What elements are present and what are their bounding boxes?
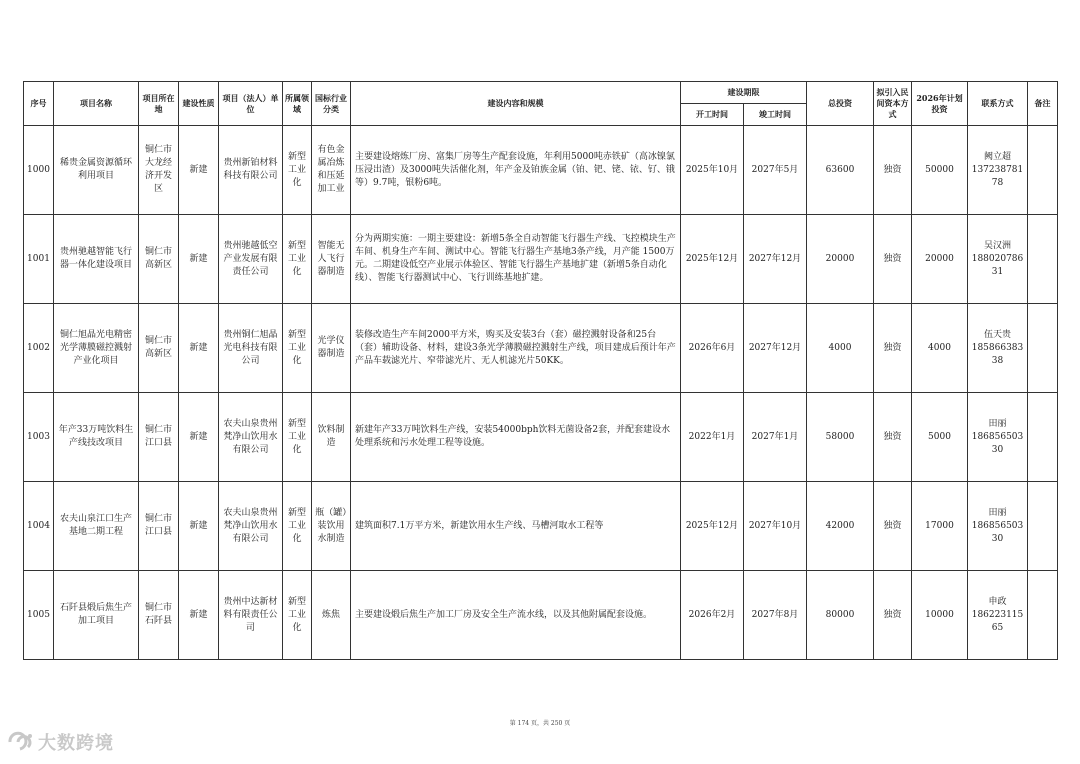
cell-capital: 独资 xyxy=(874,571,912,660)
cell-nature: 新建 xyxy=(179,482,219,571)
contact-phone: 18802078631 xyxy=(971,253,1024,277)
contact-name: 阙立超 xyxy=(983,151,1011,162)
contact-phone: 18685650330 xyxy=(971,431,1024,455)
cell-start: 2025年12月 xyxy=(681,482,744,571)
cell-seq: 1002 xyxy=(24,304,54,393)
cell-end: 2027年1月 xyxy=(744,393,807,482)
table-row xyxy=(24,393,1058,482)
cell-investment: 63600 xyxy=(807,126,874,215)
cell-name: 农夫山泉江口生产基地二期工程 xyxy=(54,482,139,571)
cell-end: 2027年12月 xyxy=(744,215,807,304)
cell-start: 2025年12月 xyxy=(681,215,744,304)
header-name: 项目名称 xyxy=(54,82,139,126)
cell-start: 2022年1月 xyxy=(681,393,744,482)
table-row xyxy=(24,304,1058,393)
cell-location: 铜仁市高新区 xyxy=(139,215,179,304)
cell-content: 主要建设煅后焦生产加工厂房及安全生产流水线，以及其他附属配套设施。 xyxy=(351,571,681,660)
cell-start: 2025年10月 xyxy=(681,126,744,215)
cell-remark xyxy=(1028,304,1058,393)
cell-start: 2026年6月 xyxy=(681,304,744,393)
cell-plan2026: 10000 xyxy=(912,571,968,660)
cell-plan2026: 20000 xyxy=(912,215,968,304)
cell-industry: 饮料制造 xyxy=(312,393,351,482)
cell-plan2026: 4000 xyxy=(912,304,968,393)
contact-name: 伍天贵 xyxy=(983,329,1011,340)
watermark-text: 大数跨境 xyxy=(38,733,114,754)
table-row xyxy=(24,482,1058,571)
header-end: 竣工时间 xyxy=(744,104,807,126)
contact-name: 申政 xyxy=(988,596,1007,607)
cell-location: 铜仁市江口县 xyxy=(139,393,179,482)
cell-remark xyxy=(1028,482,1058,571)
cell-plan2026: 17000 xyxy=(912,482,968,571)
header-company: 项目（法人）单位 xyxy=(219,82,283,126)
cell-field: 新型工业化 xyxy=(283,393,312,482)
contact-phone: 18586638338 xyxy=(971,342,1024,366)
cell-industry: 瓶（罐）装饮用水制造 xyxy=(312,482,351,571)
cell-content: 装修改造生产车间2000平方米，购买及安装3台（套）磁控溅射设备和25台（套）辅助设备、材料，建设3条光学薄膜磁控溅射生产线，项目建成后预计年产产品车载滤光片、窄带滤光片、无人机滤光片50KK。 xyxy=(351,304,681,393)
cell-end: 2027年5月 xyxy=(744,126,807,215)
cell-seq: 1004 xyxy=(24,482,54,571)
cell-field: 新型工业化 xyxy=(283,126,312,215)
cell-field: 新型工业化 xyxy=(283,215,312,304)
cell-remark xyxy=(1028,393,1058,482)
contact-phone: 18622311565 xyxy=(971,609,1024,633)
table-row xyxy=(24,126,1058,215)
contact-name: 田丽 xyxy=(988,507,1007,518)
cell-content: 分为两期实施：一期主要建设：新增5条全自动智能飞行器生产线、飞控模块生产车间、机身生产车间、测试中心。智能飞行器生产基地3条产线，月产能 1500万元。二期建设低空产业展示体验区、智能飞行器生产基地扩建（新增5条自动化线）、智能飞行器测试中心、飞行训练基地扩建。 xyxy=(351,215,681,304)
header-start: 开工时间 xyxy=(681,104,744,126)
cell-investment: 4000 xyxy=(807,304,874,393)
cell-location: 铜仁市高新区 xyxy=(139,304,179,393)
cell-end: 2027年10月 xyxy=(744,482,807,571)
cell-field: 新型工业化 xyxy=(283,482,312,571)
cell-company: 贵州中达新材料有限责任公司 xyxy=(219,571,283,660)
header-nature: 建设性质 xyxy=(179,82,219,126)
cell-start: 2026年2月 xyxy=(681,571,744,660)
cell-company: 农夫山泉贵州梵净山饮用水有限公司 xyxy=(219,393,283,482)
header-location: 项目所在地 xyxy=(139,82,179,126)
cell-industry: 光学仪器制造 xyxy=(312,304,351,393)
header-industry: 国标行业分类 xyxy=(312,82,351,126)
watermark-logo-icon xyxy=(6,730,34,754)
cell-nature: 新建 xyxy=(179,304,219,393)
cell-investment: 42000 xyxy=(807,482,874,571)
cell-investment: 80000 xyxy=(807,571,874,660)
cell-seq: 1000 xyxy=(24,126,54,215)
contact-phone: 18685650330 xyxy=(971,520,1024,544)
cell-location: 铜仁市大龙经济开发区 xyxy=(139,126,179,215)
cell-nature: 新建 xyxy=(179,215,219,304)
cell-industry: 智能无人飞行器制造 xyxy=(312,215,351,304)
cell-capital: 独资 xyxy=(874,215,912,304)
cell-plan2026: 5000 xyxy=(912,393,968,482)
cell-capital: 独资 xyxy=(874,482,912,571)
cell-contact xyxy=(968,126,1028,215)
cell-name: 贵州驰越智能飞行器一体化建设项目 xyxy=(54,215,139,304)
cell-remark xyxy=(1028,571,1058,660)
cell-capital: 独资 xyxy=(874,304,912,393)
contact-name: 田丽 xyxy=(988,418,1007,429)
header-content: 建设内容和规模 xyxy=(351,82,681,126)
contact-name: 吴汉洲 xyxy=(983,240,1011,251)
header-period: 建设期限 xyxy=(681,82,807,104)
project-table xyxy=(23,81,1058,660)
cell-company: 贵州驰越低空产业发展有限责任公司 xyxy=(219,215,283,304)
cell-seq: 1003 xyxy=(24,393,54,482)
header-plan2026: 2026年计划投资 xyxy=(912,82,968,126)
cell-end: 2027年8月 xyxy=(744,571,807,660)
watermark xyxy=(6,727,114,757)
cell-company: 贵州铜仁旭晶光电科技有限公司 xyxy=(219,304,283,393)
cell-nature: 新建 xyxy=(179,393,219,482)
cell-investment: 20000 xyxy=(807,215,874,304)
cell-industry: 炼焦 xyxy=(312,571,351,660)
cell-investment: 58000 xyxy=(807,393,874,482)
header-seq: 序号 xyxy=(24,82,54,126)
cell-remark xyxy=(1028,126,1058,215)
cell-capital: 独资 xyxy=(874,393,912,482)
cell-contact xyxy=(968,482,1028,571)
cell-seq: 1001 xyxy=(24,215,54,304)
cell-contact xyxy=(968,571,1028,660)
cell-name: 年产33万吨饮料生产线技改项目 xyxy=(54,393,139,482)
cell-nature: 新建 xyxy=(179,571,219,660)
cell-contact xyxy=(968,304,1028,393)
cell-end: 2027年12月 xyxy=(744,304,807,393)
cell-contact xyxy=(968,215,1028,304)
cell-industry: 有色金属冶炼和压延加工业 xyxy=(312,126,351,215)
contact-phone: 13723878178 xyxy=(971,164,1024,188)
cell-plan2026: 50000 xyxy=(912,126,968,215)
cell-field: 新型工业化 xyxy=(283,571,312,660)
cell-content: 新建年产33万吨饮料生产线，安装54000bph饮料无菌设备2套，并配套建设水处理系统和污水处理工程等设施。 xyxy=(351,393,681,482)
header-contact: 联系方式 xyxy=(968,82,1028,126)
cell-name: 石阡县煅后焦生产加工项目 xyxy=(54,571,139,660)
header-investment: 总投资 xyxy=(807,82,874,126)
cell-seq: 1005 xyxy=(24,571,54,660)
cell-capital: 独资 xyxy=(874,126,912,215)
cell-company: 贵州新铂材料科技有限公司 xyxy=(219,126,283,215)
table-row xyxy=(24,571,1058,660)
cell-field: 新型工业化 xyxy=(283,304,312,393)
cell-location: 铜仁市石阡县 xyxy=(139,571,179,660)
header-field: 所属领域 xyxy=(283,82,312,126)
page-footer: 第 174 页，共 250 页 xyxy=(509,720,571,727)
cell-remark xyxy=(1028,215,1058,304)
cell-name: 铜仁旭晶光电精密光学薄膜磁控溅射产业化项目 xyxy=(54,304,139,393)
cell-content: 主要建设熔炼厂房、富集厂房等生产配套设施，年利用5000吨赤铁矿（高冰镍氯压浸出渣）及3000吨失活催化剂，年产金及铂族金属（铂、钯、铑、铱、钌、锇等）9.7吨，银粉6吨。 xyxy=(351,126,681,215)
cell-location: 铜仁市江口县 xyxy=(139,482,179,571)
cell-name: 稀贵金属资源循环利用项目 xyxy=(54,126,139,215)
cell-company: 农夫山泉贵州梵净山饮用水有限公司 xyxy=(219,482,283,571)
table-row xyxy=(24,215,1058,304)
cell-nature: 新建 xyxy=(179,126,219,215)
cell-content: 建筑面积7.1万平方米，新建饮用水生产线、马槽河取水工程等 xyxy=(351,482,681,571)
header-capital: 拟引入民间资本方式 xyxy=(874,82,912,126)
cell-contact xyxy=(968,393,1028,482)
header-remark: 备注 xyxy=(1028,82,1058,126)
